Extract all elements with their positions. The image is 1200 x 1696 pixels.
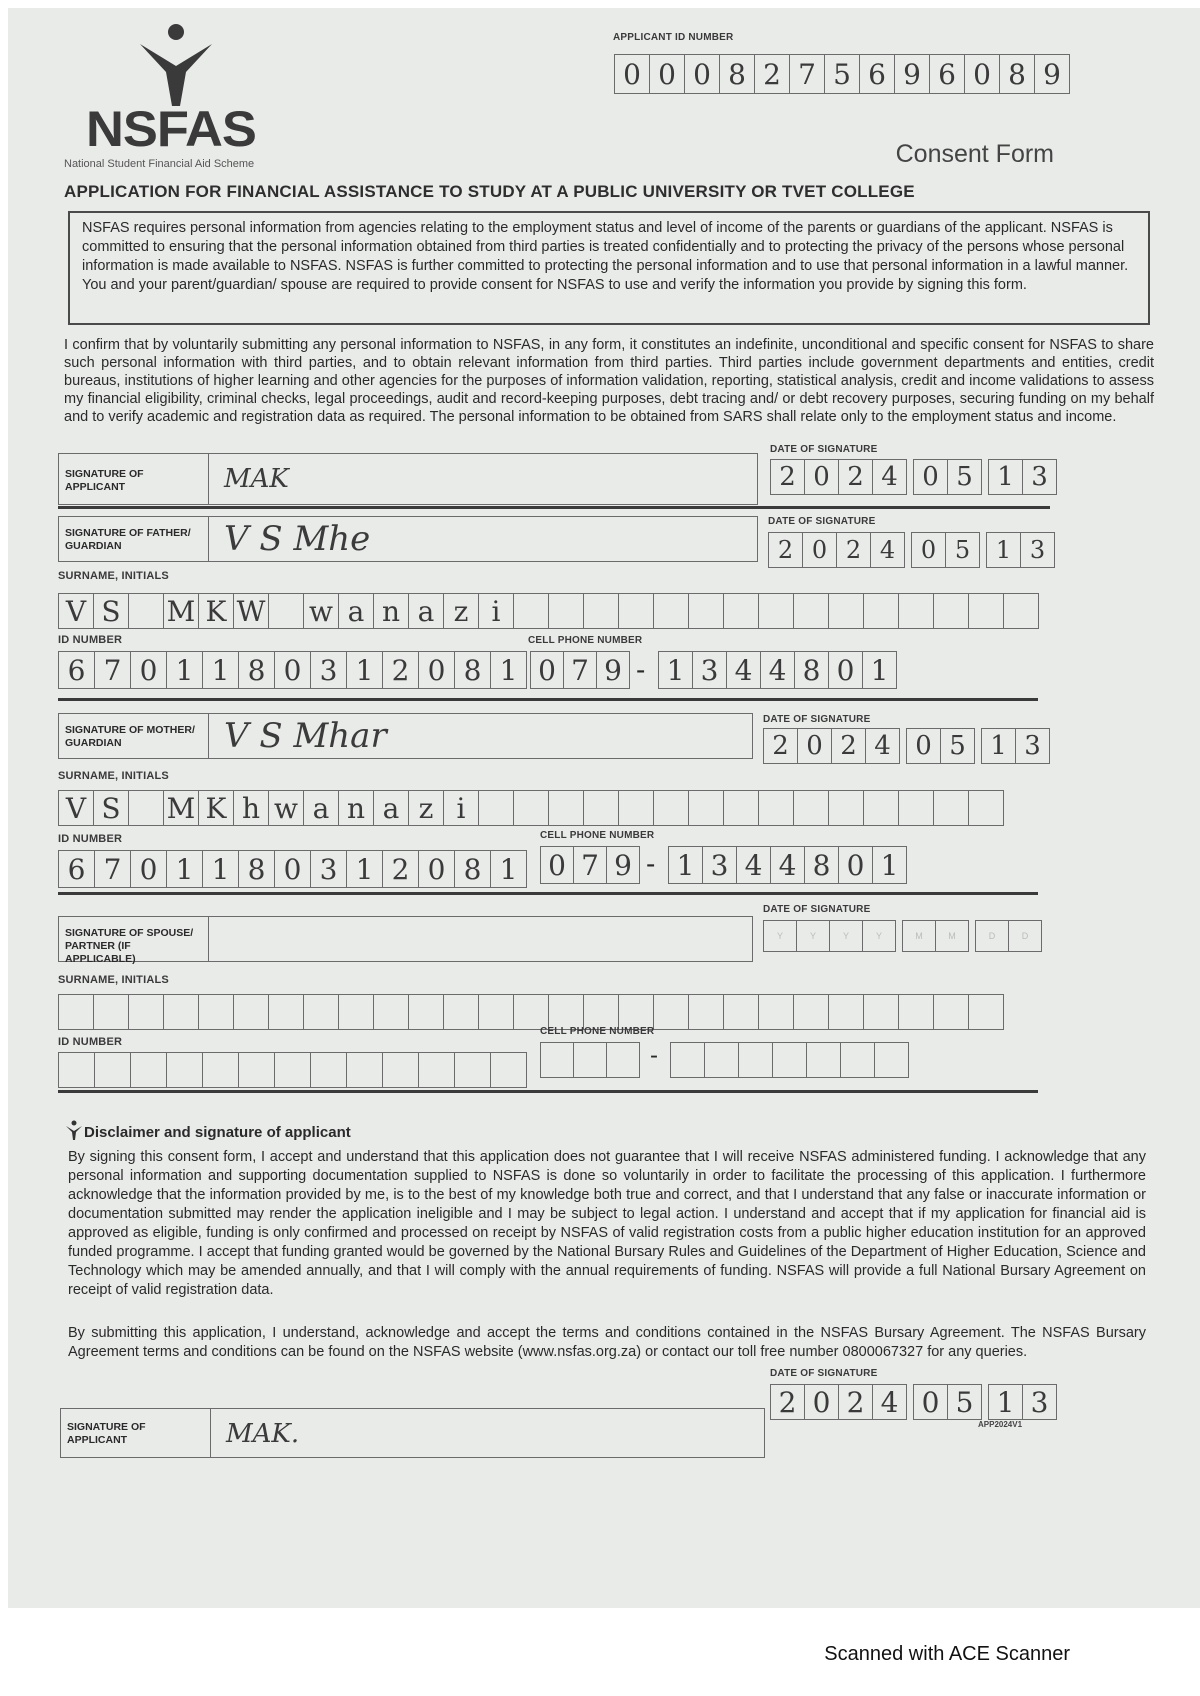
mother-id-boxes[interactable] <box>58 850 526 888</box>
form-code: APP2024V1 <box>978 1420 1023 1429</box>
cell-label: CELL PHONE NUMBER <box>540 1026 655 1037</box>
char-box <box>583 994 619 1030</box>
date-label: DATE OF SIGNATURE <box>763 714 871 725</box>
char-box: Y <box>862 920 896 952</box>
char-box: M <box>902 920 936 952</box>
char-box: 4 <box>865 728 900 764</box>
form-type-title: Consent Form <box>895 140 1054 168</box>
char-box: 1 <box>872 846 907 884</box>
char-box <box>274 1052 311 1088</box>
char-box <box>793 593 829 629</box>
char-box <box>874 1042 909 1078</box>
char-box <box>548 790 584 826</box>
char-box <box>828 593 864 629</box>
char-box: 2 <box>831 728 866 764</box>
char-box <box>653 593 689 629</box>
mother-surname-boxes[interactable] <box>58 790 1003 826</box>
id-number-label: ID NUMBER <box>58 833 123 845</box>
char-box <box>513 994 549 1030</box>
char-box: z <box>408 790 444 826</box>
char-box <box>93 994 129 1030</box>
char-box: a <box>338 593 374 629</box>
char-box: 0 <box>540 846 574 884</box>
char-box: D <box>975 920 1009 952</box>
char-box <box>968 994 1004 1030</box>
char-box <box>268 994 304 1030</box>
nsfas-logo-icon <box>136 22 216 106</box>
char-box <box>490 1052 527 1088</box>
char-box: 4 <box>870 532 905 568</box>
char-box: 8 <box>238 651 275 689</box>
char-box <box>898 994 934 1030</box>
char-box: 4 <box>770 846 805 884</box>
char-box: 0 <box>797 728 832 764</box>
char-box <box>58 1052 95 1088</box>
char-box <box>723 994 759 1030</box>
applicant-signature-field[interactable] <box>58 453 758 505</box>
char-box <box>310 1052 347 1088</box>
char-box: 9 <box>894 54 930 94</box>
char-box <box>933 593 969 629</box>
char-box <box>618 593 654 629</box>
char-box: K <box>198 790 234 826</box>
char-box: 3 <box>1015 728 1050 764</box>
char-box <box>478 994 514 1030</box>
date-label: DATE OF SIGNATURE <box>770 1368 878 1379</box>
char-box <box>130 1052 167 1088</box>
father-surname-boxes[interactable] <box>58 593 1038 629</box>
char-box <box>968 790 1004 826</box>
consent-paragraph: I confirm that by voluntarily submitting any personal information to NSFAS, in any form, it constitutes an indefinite, unconditional and specific consent for NSFAS to share such personal information with third parties, and to obtain relevant information from third parties. Third parties include government departments and entities, credit bureaus, institutions of higher learning and other agencies for the purposes of information validation, reporting, statistical analysis, credit and income validations to assess my financial eligibility, criminal checks, legal proceedings, audit and record-keeping purposes, debt tracing and/ or debt recovery purposes, securing funding on my behalf and to verify academic and registration data as required. The personal information to be obtained from SARS shall relate only to the employment status and income. <box>64 337 1154 425</box>
char-box: 1 <box>658 651 693 689</box>
char-box <box>828 994 864 1030</box>
char-box <box>723 593 759 629</box>
char-box: V <box>58 593 94 629</box>
char-box: 9 <box>606 846 640 884</box>
char-box: 3 <box>310 850 347 888</box>
applicant-id-label: APPLICANT ID NUMBER <box>613 32 734 43</box>
mother-signature-field[interactable] <box>58 713 753 759</box>
char-box: 1 <box>986 532 1021 568</box>
char-box <box>548 593 584 629</box>
scanner-footer: Scanned with ACE Scanner <box>824 1643 1070 1665</box>
char-box: M <box>163 593 199 629</box>
final-signature: MAK. <box>226 1419 300 1449</box>
char-box: 2 <box>382 850 419 888</box>
char-box: 6 <box>859 54 895 94</box>
char-box: 6 <box>58 651 95 689</box>
char-box <box>163 994 199 1030</box>
char-box: 4 <box>872 1384 907 1420</box>
char-box <box>670 1042 705 1078</box>
applicant-signature: MAK <box>224 464 289 494</box>
char-box: V <box>58 790 94 826</box>
char-box: 3 <box>692 651 727 689</box>
char-box: 1 <box>490 651 527 689</box>
mother-signature-label: SIGNATURE OF MOTHER/ GUARDIAN <box>59 714 209 758</box>
char-box: 4 <box>726 651 761 689</box>
char-box: M <box>163 790 199 826</box>
char-box <box>758 790 794 826</box>
char-box <box>863 994 899 1030</box>
cell-label: CELL PHONE NUMBER <box>528 635 643 646</box>
char-box <box>373 994 409 1030</box>
id-number-label: ID NUMBER <box>58 634 123 646</box>
char-box <box>583 593 619 629</box>
char-box: 6 <box>929 54 965 94</box>
char-box: Y <box>763 920 797 952</box>
char-box <box>202 1052 239 1088</box>
char-box: 0 <box>911 532 946 568</box>
char-box <box>933 994 969 1030</box>
char-box: 0 <box>530 651 564 689</box>
char-box: S <box>93 593 129 629</box>
mother-signature: V S Mhar <box>224 716 387 756</box>
spouse-surname-boxes[interactable] <box>58 994 1003 1030</box>
char-box: a <box>303 790 339 826</box>
char-box: 2 <box>770 1384 805 1420</box>
char-box: 9 <box>1034 54 1070 94</box>
char-box: 5 <box>940 728 975 764</box>
char-box: 0 <box>274 850 311 888</box>
father-cell-boxes[interactable] <box>658 651 896 689</box>
section-divider <box>58 698 1038 701</box>
char-box <box>793 994 829 1030</box>
section-divider <box>58 892 1038 895</box>
char-box: i <box>478 593 514 629</box>
char-box <box>346 1052 383 1088</box>
char-box: 0 <box>274 651 311 689</box>
char-box <box>58 994 94 1030</box>
applicant-id-boxes[interactable] <box>614 54 1069 94</box>
char-box: 4 <box>736 846 771 884</box>
char-box <box>898 593 934 629</box>
char-box: 1 <box>988 459 1023 495</box>
char-box: 0 <box>418 651 455 689</box>
char-box <box>548 994 584 1030</box>
surname-label: SURNAME, INITIALS <box>58 770 169 782</box>
char-box <box>418 1052 455 1088</box>
char-box <box>688 790 724 826</box>
char-box: 8 <box>999 54 1035 94</box>
char-box <box>653 994 689 1030</box>
char-box: z <box>443 593 479 629</box>
char-box: 0 <box>684 54 720 94</box>
char-box: 2 <box>754 54 790 94</box>
date-label: DATE OF SIGNATURE <box>763 904 871 915</box>
char-box: 1 <box>862 651 897 689</box>
char-box <box>840 1042 875 1078</box>
char-box <box>238 1052 275 1088</box>
char-box: a <box>408 593 444 629</box>
char-box <box>573 1042 607 1078</box>
char-box <box>408 994 444 1030</box>
spouse-cell-boxes[interactable] <box>670 1042 908 1078</box>
char-box: 0 <box>130 651 167 689</box>
char-box <box>540 1042 574 1078</box>
char-box: n <box>338 790 374 826</box>
char-box: 0 <box>913 459 948 495</box>
page-title: APPLICATION FOR FINANCIAL ASSISTANCE TO STUDY AT A PUBLIC UNIVERSITY OR TVET COLLEGE <box>64 182 915 201</box>
char-box <box>758 593 794 629</box>
char-box: 0 <box>804 1384 839 1420</box>
id-number-label: ID NUMBER <box>58 1036 123 1048</box>
date-label: DATE OF SIGNATURE <box>768 516 876 527</box>
final-signature-label: SIGNATURE OF APPLICANT <box>61 1409 211 1457</box>
char-box: 8 <box>454 850 491 888</box>
section-divider <box>58 506 1050 509</box>
char-box: 3 <box>1022 459 1057 495</box>
char-box <box>723 790 759 826</box>
father-date-boxes[interactable] <box>768 532 1054 568</box>
char-box: 2 <box>763 728 798 764</box>
applicant-date-boxes[interactable] <box>770 459 1056 495</box>
mother-cell-boxes[interactable] <box>668 846 906 884</box>
char-box: 0 <box>418 850 455 888</box>
char-box <box>338 994 374 1030</box>
char-box <box>606 1042 640 1078</box>
char-box: 0 <box>804 459 839 495</box>
dash: - <box>646 848 656 879</box>
char-box <box>933 790 969 826</box>
char-box <box>618 994 654 1030</box>
nsfas-mark-icon <box>66 1120 82 1140</box>
char-box: 0 <box>913 1384 948 1420</box>
char-box <box>443 994 479 1030</box>
char-box <box>454 1052 491 1088</box>
char-box: 4 <box>760 651 795 689</box>
char-box <box>94 1052 131 1088</box>
char-box: 0 <box>828 651 863 689</box>
char-box: 4 <box>872 459 907 495</box>
char-box: 8 <box>238 850 275 888</box>
char-box: D <box>1008 920 1042 952</box>
char-box <box>688 593 724 629</box>
char-box: 7 <box>94 651 131 689</box>
disclaimer-body: By signing this consent form, I accept and understand that this application does not guarantee that I will receive NSFAS administered funding. I acknowledge that any personal information and supporting documentation supplied to NSFAS is done so voluntarily in order to facilitate the processing of this application. I furthermore acknowledge that the information provided by me, is to the best of my knowledge both true and correct, and that I understand that any false or inaccurate information or documentation submitted may render the application ineligible and I may be subject to legal action. I understand and accept that if my application for financial aid is approved as eligible, funding is only confirmed and processed on receipt by NSFAS of valid registration costs from a public higher education institution for an approved funded programme. I accept that funding granted would be governed by the National Bursary Rules and Guidelines of the Department of Higher Education, Science and Technology which may be amended annually, and that I will comply with the annual requirements of funding. NSFAS will provide a full National Bursary Agreement on receipt of valid registration data. <box>68 1149 1146 1298</box>
spouse-cell-prefix-boxes[interactable] <box>540 1042 639 1078</box>
char-box: M <box>935 920 969 952</box>
char-box: 1 <box>346 850 383 888</box>
char-box: 7 <box>789 54 825 94</box>
char-box: 0 <box>614 54 650 94</box>
char-box <box>303 994 339 1030</box>
char-box <box>618 790 654 826</box>
char-box: 2 <box>768 532 803 568</box>
char-box <box>128 994 164 1030</box>
spouse-signature-label: SIGNATURE OF SPOUSE/ PARTNER (IF APPLICABLE) <box>59 917 209 961</box>
char-box <box>704 1042 739 1078</box>
char-box: 0 <box>964 54 1000 94</box>
char-box <box>128 790 164 826</box>
section-divider <box>58 1090 1038 1093</box>
char-box: 5 <box>947 1384 982 1420</box>
char-box: 3 <box>1020 532 1055 568</box>
char-box <box>863 790 899 826</box>
disclaimer-terms: By submitting this application, I understand, acknowledge and accept the terms and conditions contained in the NSFAS Bursary Agreement. The NSFAS Bursary Agreement terms and conditions can be found on the NSFAS website (www.nsfas.org.za) or contact our toll free number 0800067327 for any queries. <box>68 1325 1146 1360</box>
char-box <box>268 593 304 629</box>
char-box <box>863 593 899 629</box>
char-box: 0 <box>906 728 941 764</box>
form-sheet <box>8 8 1200 1608</box>
char-box: 7 <box>573 846 607 884</box>
char-box <box>828 790 864 826</box>
spouse-id-boxes[interactable] <box>58 1052 526 1088</box>
char-box: w <box>303 593 339 629</box>
logo-text: NSFAS <box>86 101 256 157</box>
logo-subtitle: National Student Financial Aid Scheme <box>64 158 255 170</box>
char-box <box>128 593 164 629</box>
char-box: 1 <box>981 728 1016 764</box>
char-box: 0 <box>649 54 685 94</box>
char-box: 3 <box>310 651 347 689</box>
char-box <box>968 593 1004 629</box>
char-box: h <box>233 790 269 826</box>
char-box <box>793 790 829 826</box>
char-box: w <box>268 790 304 826</box>
char-box: 2 <box>382 651 419 689</box>
char-box: 2 <box>838 459 873 495</box>
char-box <box>382 1052 419 1088</box>
father-cell-prefix-boxes[interactable] <box>530 651 629 689</box>
char-box: 1 <box>988 1384 1023 1420</box>
char-box: 1 <box>668 846 703 884</box>
char-box: 5 <box>945 532 980 568</box>
char-box: 1 <box>202 651 239 689</box>
char-box <box>478 790 514 826</box>
final-date-boxes[interactable] <box>770 1384 1056 1420</box>
dash: - <box>650 1042 658 1069</box>
disclaimer-heading: Disclaimer and signature of applicant <box>84 1124 351 1141</box>
final-signature-field[interactable] <box>60 1408 765 1458</box>
char-box: 0 <box>130 850 167 888</box>
char-box <box>688 994 724 1030</box>
char-box: 1 <box>166 850 203 888</box>
char-box: W <box>233 593 269 629</box>
char-box: 1 <box>346 651 383 689</box>
surname-label: SURNAME, INITIALS <box>58 974 169 986</box>
char-box: 2 <box>838 1384 873 1420</box>
char-box: 1 <box>202 850 239 888</box>
char-box: 7 <box>94 850 131 888</box>
char-box <box>772 1042 807 1078</box>
char-box: K <box>198 593 234 629</box>
surname-label: SURNAME, INITIALS <box>58 570 169 582</box>
char-box: 8 <box>454 651 491 689</box>
char-box <box>233 994 269 1030</box>
char-box <box>758 994 794 1030</box>
char-box: 3 <box>1022 1384 1057 1420</box>
char-box <box>1003 593 1039 629</box>
char-box: a <box>373 790 409 826</box>
mother-date-boxes[interactable] <box>763 728 1049 764</box>
char-box <box>513 593 549 629</box>
char-box: Y <box>829 920 863 952</box>
char-box <box>166 1052 203 1088</box>
char-box: 7 <box>563 651 597 689</box>
father-signature-field[interactable] <box>58 516 758 562</box>
dash: - <box>636 654 646 685</box>
char-box: 0 <box>838 846 873 884</box>
char-box <box>513 790 549 826</box>
char-box: 8 <box>794 651 829 689</box>
char-box <box>653 790 689 826</box>
char-box: 6 <box>58 850 95 888</box>
char-box: 5 <box>947 459 982 495</box>
char-box: 8 <box>804 846 839 884</box>
char-box: Y <box>796 920 830 952</box>
char-box: i <box>443 790 479 826</box>
info-box: NSFAS requires personal information from agencies relating to the employment status and level of income of the parents or guardians of the applicant. NSFAS is committed to ensuring that the personal information obtained from third parties is treated confidentially and to protecting the privacy of the persons whose personal information is made available to NSFAS. NSFAS is further committed to protecting the personal information and to use that personal information in a lawful manner. You and your parent/guardian/ spouse are required to provide consent for NSFAS to use and verify the information you provide by signing this form. <box>68 211 1150 325</box>
char-box: 2 <box>836 532 871 568</box>
char-box <box>898 790 934 826</box>
applicant-signature-label: SIGNATURE OF APPLICANT <box>59 454 209 504</box>
char-box: n <box>373 593 409 629</box>
spouse-signature-field[interactable] <box>58 916 753 965</box>
mother-cell-prefix-boxes[interactable] <box>540 846 639 884</box>
spouse-date-boxes[interactable] <box>763 920 1041 952</box>
char-box: 9 <box>596 651 630 689</box>
date-label: DATE OF SIGNATURE <box>770 444 878 455</box>
char-box <box>806 1042 841 1078</box>
char-box: 5 <box>824 54 860 94</box>
char-box: 0 <box>802 532 837 568</box>
char-box <box>198 994 234 1030</box>
father-signature: V S Mhe <box>224 519 371 559</box>
char-box: 1 <box>166 651 203 689</box>
char-box: 3 <box>702 846 737 884</box>
char-box <box>738 1042 773 1078</box>
father-id-boxes[interactable] <box>58 651 526 689</box>
char-box <box>583 790 619 826</box>
char-box: S <box>93 790 129 826</box>
father-signature-label: SIGNATURE OF FATHER/ GUARDIAN <box>59 517 209 561</box>
cell-label: CELL PHONE NUMBER <box>540 830 655 841</box>
char-box: 1 <box>490 850 527 888</box>
char-box: 2 <box>770 459 805 495</box>
char-box: 8 <box>719 54 755 94</box>
